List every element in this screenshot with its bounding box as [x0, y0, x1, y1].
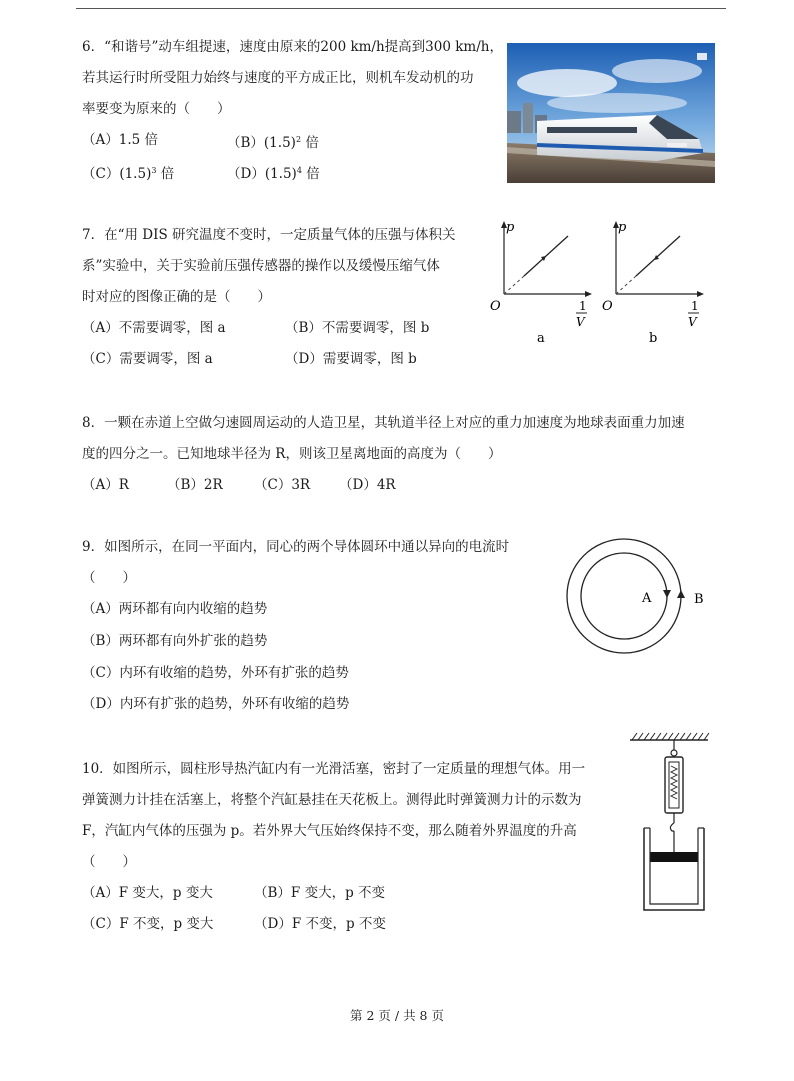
q8-option-b: （B）2R — [167, 477, 223, 493]
lower-hook — [670, 823, 674, 831]
q7-option-a: （A）不需要调零，图 a — [82, 320, 226, 336]
q10-stem-line3: F，汽缸内气体的压强为 p。若外界大气压始终保持不变，那么随着外界温度的升高 — [82, 823, 577, 839]
graph-a-caption: a — [537, 331, 545, 346]
outer-ring — [567, 539, 681, 653]
q10-option-d: （D）F 不变，p 不变 — [254, 916, 386, 932]
ceiling-hatching — [632, 733, 709, 740]
outer-ring-current-arrow — [677, 590, 685, 598]
graph-b-caption: b — [649, 331, 658, 346]
graph-b-data-line — [636, 236, 680, 276]
hanging-cylinder-diagram — [628, 730, 714, 915]
q7-option-c: （C）需要调零，图 a — [82, 351, 213, 367]
piston — [650, 852, 698, 862]
q6-option-a: （A）1.5 倍 — [82, 132, 159, 148]
q10-option-a: （A）F 变大，p 变大 — [82, 885, 213, 901]
graph-a-x-arrow — [585, 291, 592, 297]
q8-stem-line1: 8．一颗在赤道上空做匀速圆周运动的人造卫星，其轨道半径上对应的重力加速度为地球表面重力加速 — [82, 415, 685, 431]
spring-coil — [671, 766, 677, 799]
inner-ring-label: A — [642, 591, 652, 606]
q9-option-c: （C）内环有收缩的趋势，外环有扩张的趋势 — [82, 665, 349, 681]
q9-stem-line1: 9．如图所示，在同一平面内，同心的两个导体圆环中通以异向的电流时 — [82, 539, 510, 555]
graph-a-extrapolation — [504, 276, 524, 294]
q8-option-a: （A）R — [82, 477, 129, 493]
graph-b-y-label: p — [618, 220, 627, 235]
q6-option-c: $(C)(1.5)^3$ 倍 — [82, 166, 175, 182]
q10-stem-line1: 10．如图所示，圆柱形导热汽缸内有一光滑活塞，密封了一定质量的理想气体。用一 — [82, 761, 586, 777]
q7-option-d: （D）需要调零，图 b — [285, 351, 417, 367]
q10-option-c: （C）F 不变，p 变大 — [82, 916, 214, 932]
q10-stem-line4: （ ） — [82, 854, 136, 870]
graph-a-origin: O — [490, 299, 501, 314]
inner-ring-current-arrow — [663, 590, 671, 598]
graph-a — [486, 216, 596, 346]
graph-b-x-numerator: 1 — [691, 299, 699, 313]
graph-b-origin: O — [602, 299, 613, 314]
q10-stem-line2: 弹簧测力计挂在活塞上，将整个汽缸悬挂在天花板上。测得此时弹簧测力计的示数为 — [82, 792, 582, 808]
q6-stem-line3: 率要变为原来的（ ） — [82, 101, 231, 117]
q6-option-d: $(D)(1.5)^4$ 倍 — [227, 166, 320, 182]
q9-option-d: （D）内环有扩张的趋势，外环有收缩的趋势 — [82, 696, 350, 712]
q9-option-b: （B）两环都有向外扩张的趋势 — [82, 633, 268, 649]
q7-stem-line2: 系”实验中，关于实验前压强传感器的操作以及缓慢压缩气体 — [82, 258, 440, 274]
graph-a-x-denominator: V — [576, 315, 585, 329]
q6-stem-line2: 若其运行时所受阻力始终与速度的平方成正比，则机车发动机的功 — [82, 70, 474, 86]
q8-option-c: （C）3R — [254, 477, 311, 493]
page-footer: 第 2 页 / 共 8 页 — [350, 1008, 444, 1023]
q7-stem-line1: 7．在“用 DIS 研究温度不变时，一定质量气体的压强与体积关 — [82, 227, 456, 243]
q9-stem-line2: （ ） — [82, 570, 136, 586]
graph-b-x-denominator: V — [688, 315, 697, 329]
q7-option-b: （B）不需要调零，图 b — [285, 320, 430, 336]
upper-hook — [671, 750, 677, 756]
header-rule — [76, 8, 726, 9]
outer-ring-label: B — [694, 592, 704, 607]
graph-b — [598, 216, 708, 346]
graph-b-extrapolation — [616, 276, 636, 294]
q6-stem-line1: 6．“和谐号”动车组提速，速度由原来的200 km/h提高到300 km/h， — [82, 39, 503, 55]
q10-option-b: （B）F 变大，p 不变 — [254, 885, 386, 901]
inner-ring — [581, 553, 667, 639]
q9-option-a: （A）两环都有向内收缩的趋势 — [82, 601, 268, 617]
graph-a-y-label: p — [506, 220, 515, 235]
q7-stem-line3: 时对应的图像正确的是（ ） — [82, 289, 271, 305]
high-speed-train-photo — [507, 43, 715, 183]
concentric-rings-diagram — [560, 536, 720, 666]
q6-option-b: $(B)(1.5)^2$ 倍 — [227, 135, 319, 151]
q8-stem-line2: 度的四分之一。已知地球半径为 R，则该卫星离地面的高度为（ ） — [82, 446, 502, 462]
graph-b-x-arrow — [697, 291, 704, 297]
graph-a-x-numerator: 1 — [579, 299, 587, 313]
q8-option-d: （D）4R — [339, 477, 396, 493]
train-illustration — [507, 43, 715, 183]
